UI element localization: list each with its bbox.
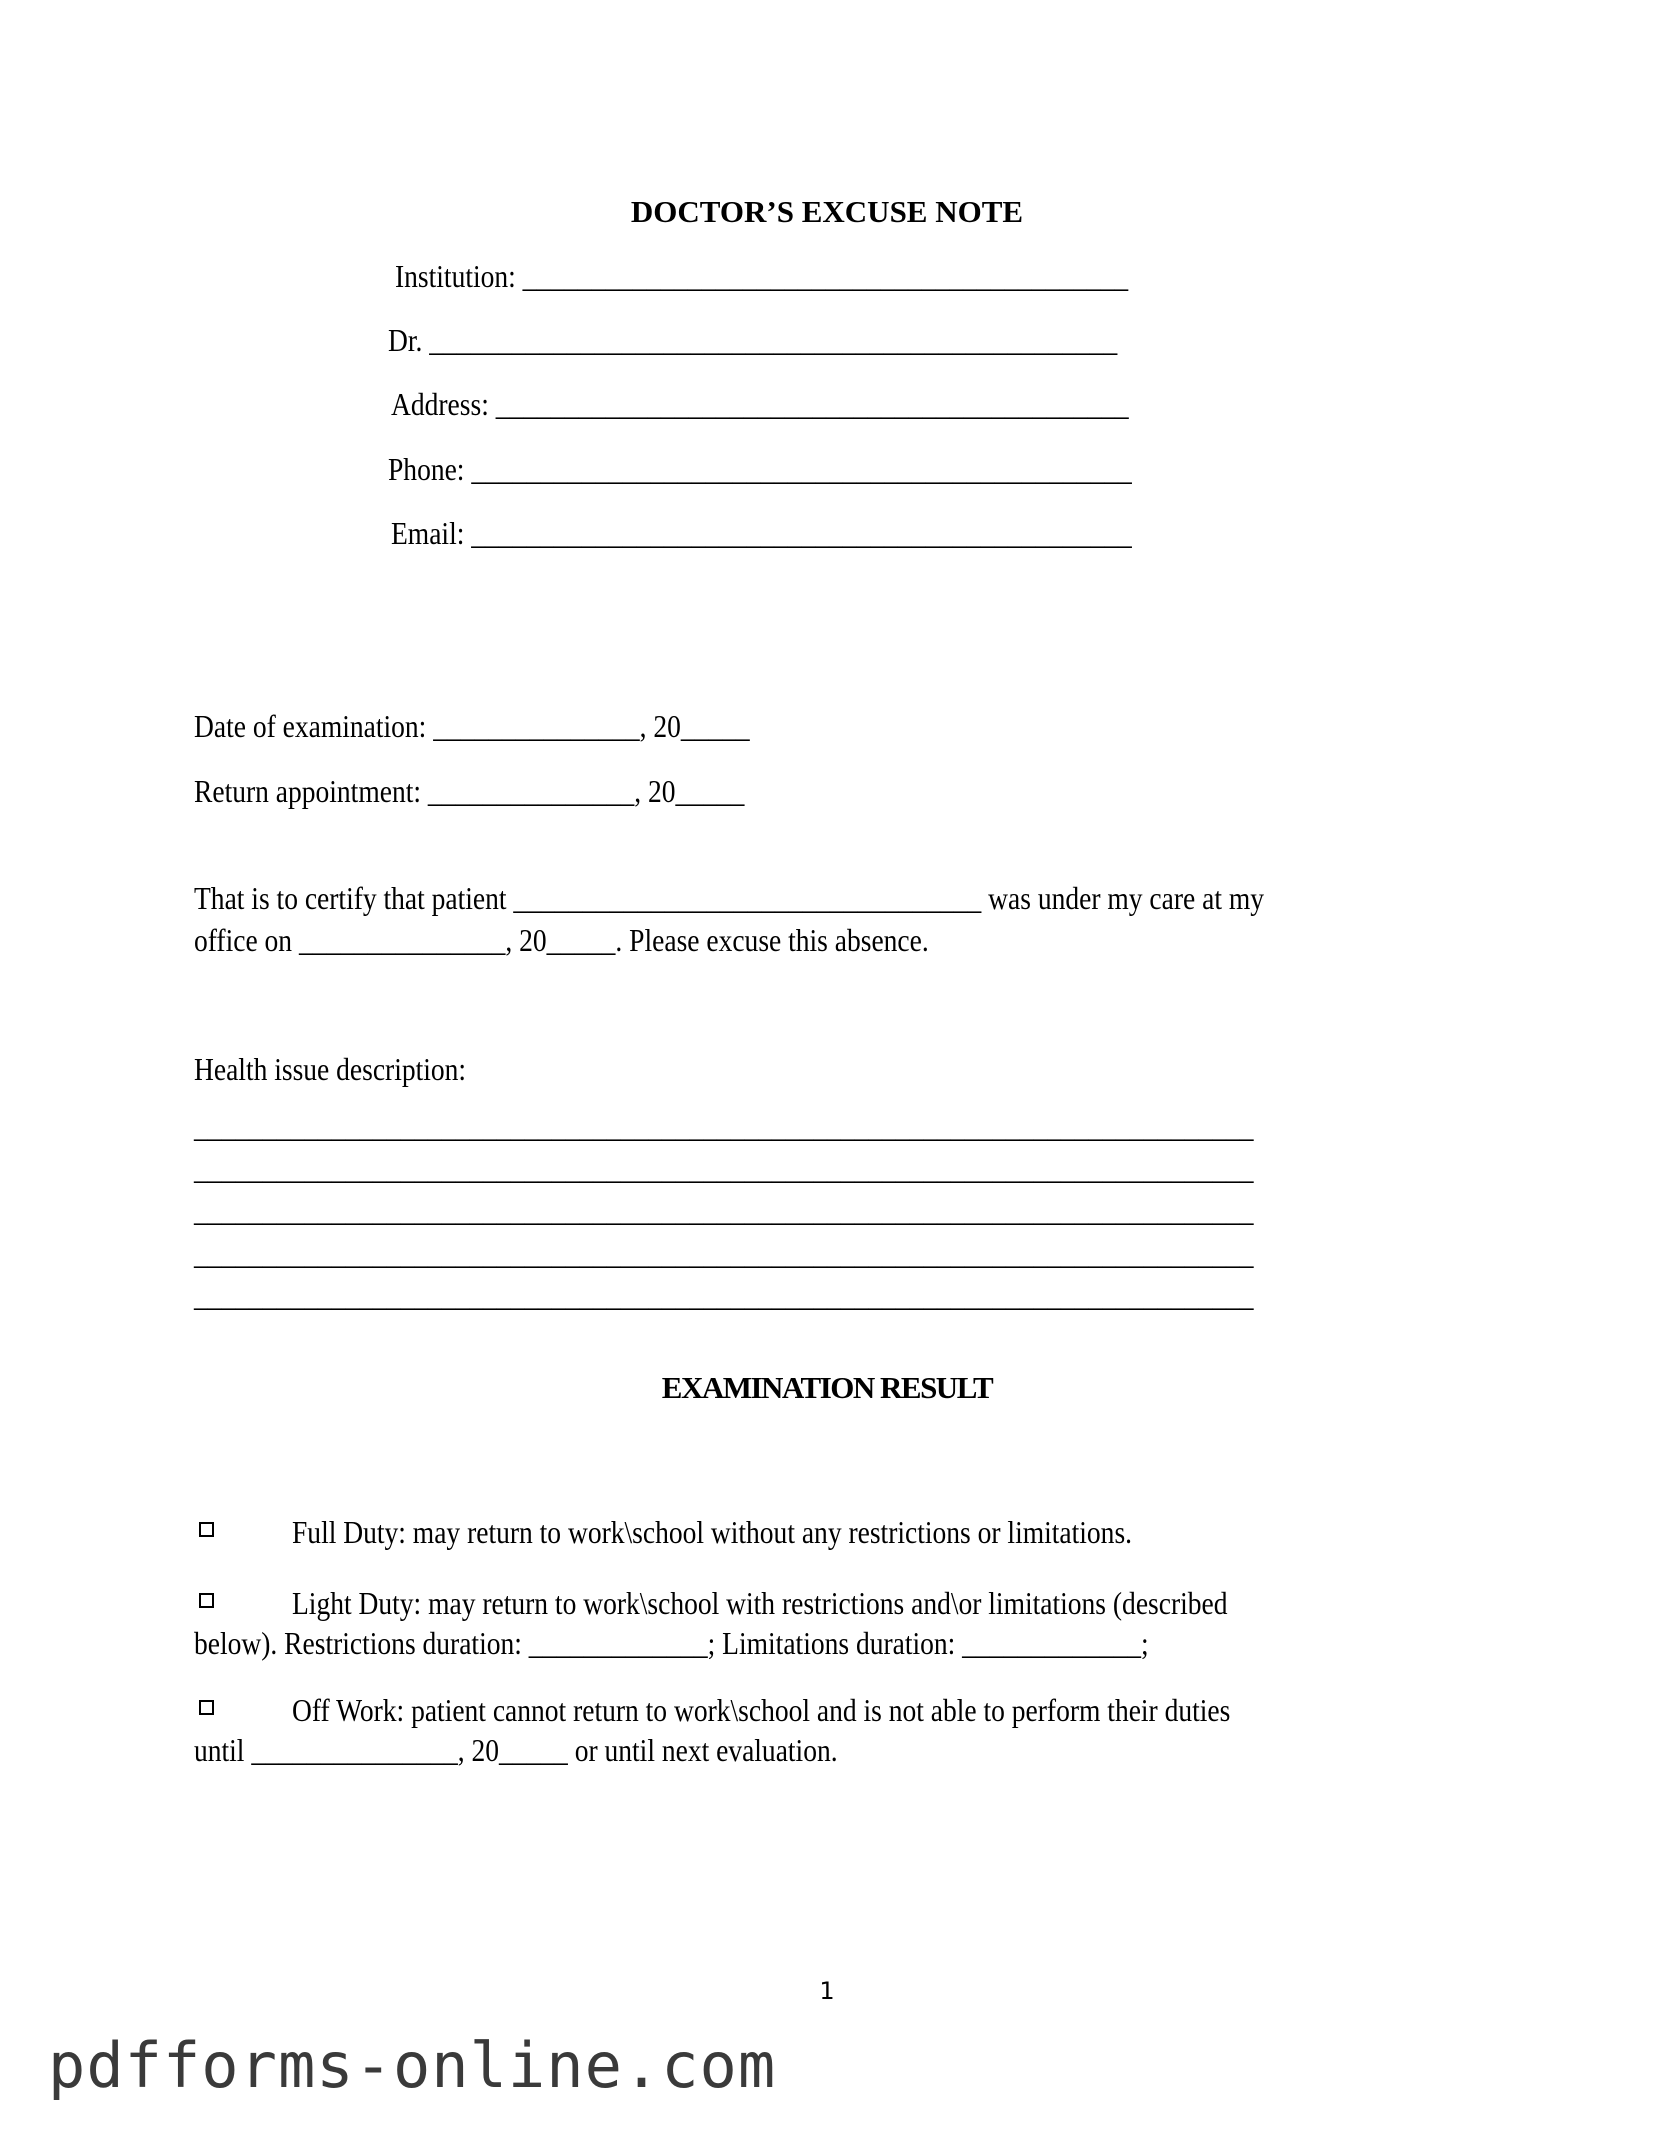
full-duty-checkbox[interactable] [199, 1522, 214, 1537]
health-issue-label: Health issue description: [194, 1051, 467, 1087]
light-duty-text-2[interactable]: below). Restrictions duration: _____________; Limitations duration: _____________; [194, 1625, 1149, 1661]
address-blank[interactable]: ______________________________________________ [495, 386, 1129, 422]
site-watermark: pdfforms-online.com [48, 2029, 777, 2102]
off-work-text-2[interactable]: until _______________, 20_____ or until next evaluation. [194, 1732, 838, 1768]
page-number: 1 [819, 1977, 835, 2005]
phone-label: Phone: [388, 451, 472, 487]
examination-date-line[interactable]: Date of examination: _______________, 20_____ [194, 708, 750, 744]
light-duty-checkbox[interactable] [199, 1593, 214, 1608]
examination-result-heading: EXAMINATION RESULT [661, 1370, 993, 1405]
doctor-blank[interactable]: __________________________________________________ [429, 322, 1118, 358]
doctor-label: Dr. [388, 322, 430, 358]
doctor-field[interactable] [388, 320, 1117, 360]
return-appointment-line[interactable]: Return appointment: _______________, 20_____ [194, 773, 745, 809]
certify-line-2[interactable]: office on _______________, 20_____. Please excuse this absence. [194, 922, 929, 958]
health-issue-line-3[interactable]: _____________________________________________________________________________ [194, 1192, 1254, 1228]
email-label: Email: [391, 515, 472, 551]
off-work-checkbox[interactable] [199, 1700, 214, 1715]
phone-field[interactable] [388, 449, 1132, 489]
document-title: DOCTOR’S EXCUSE NOTE [630, 194, 1024, 229]
institution-blank[interactable]: ____________________________________________ [522, 258, 1129, 294]
institution-label: Institution: [395, 258, 523, 294]
address-label: Address: [391, 386, 496, 422]
email-field[interactable] [391, 513, 1132, 553]
light-duty-text-1: Light Duty: may return to work\school with restrictions and\or limitations (described [292, 1585, 1228, 1621]
phone-blank[interactable]: ________________________________________________ [471, 451, 1132, 487]
health-issue-line-2[interactable]: _____________________________________________________________________________ [194, 1150, 1254, 1186]
health-issue-line-5[interactable]: _____________________________________________________________________________ [194, 1277, 1254, 1313]
institution-field[interactable] [395, 256, 1128, 296]
email-blank[interactable]: ________________________________________________ [471, 515, 1132, 551]
address-field[interactable] [391, 384, 1129, 424]
full-duty-text: Full Duty: may return to work\school without any restrictions or limitations. [292, 1514, 1133, 1550]
health-issue-line-1[interactable]: _____________________________________________________________________________ [194, 1108, 1254, 1144]
health-issue-line-4[interactable]: _____________________________________________________________________________ [194, 1235, 1254, 1271]
off-work-text-1: Off Work: patient cannot return to work\school and is not able to perform their duties [292, 1692, 1231, 1728]
certify-line-1[interactable]: That is to certify that patient __________________________________ was under my care at my [194, 880, 1265, 916]
